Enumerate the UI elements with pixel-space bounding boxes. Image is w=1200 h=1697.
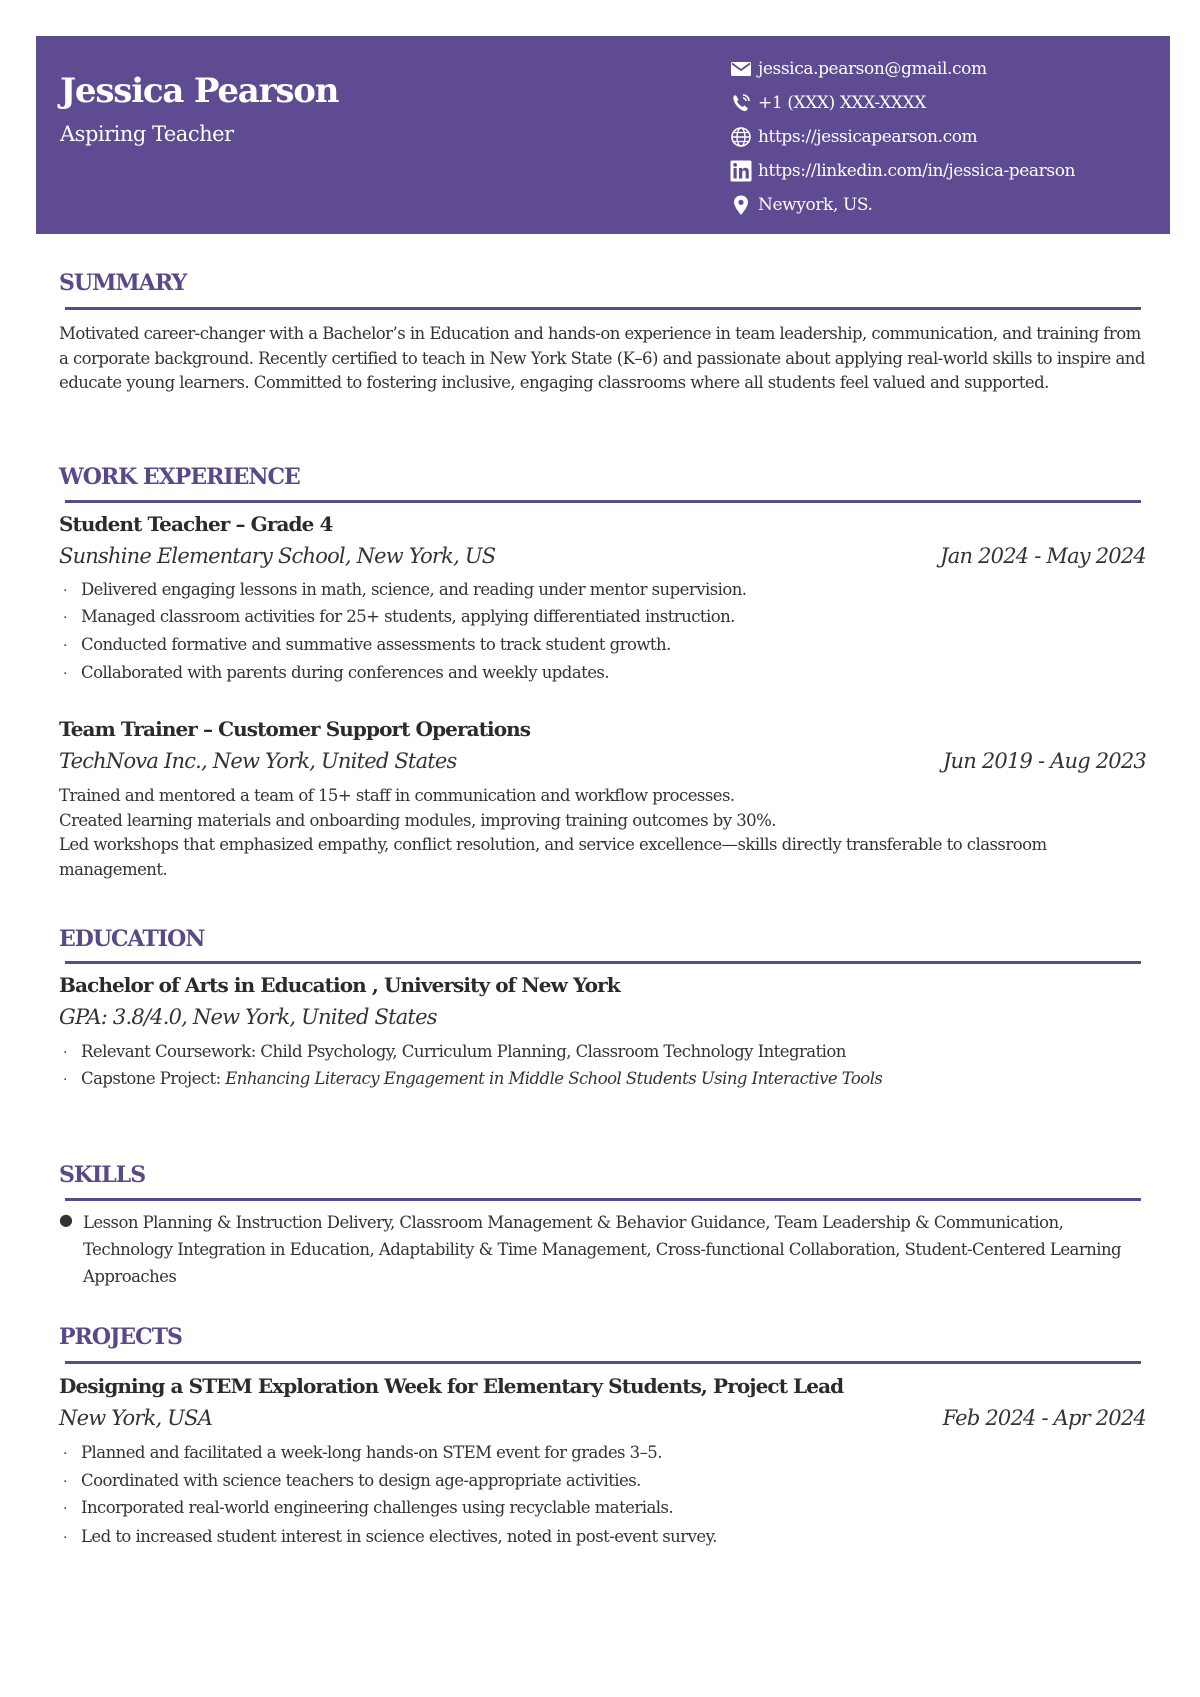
skills-divider — [65, 1198, 1141, 1201]
contact-location — [730, 188, 1075, 222]
projects-divider — [65, 1361, 1141, 1364]
project-title: Designing a STEM Exploration Week for Elementary Students, Project Lead — [59, 1374, 844, 1398]
work-experience-heading: WORK EXPERIENCE — [59, 464, 300, 490]
job-title: Team Trainer – Customer Support Operations — [59, 717, 531, 741]
job-organization: Sunshine Elementary School, New York, US — [59, 544, 496, 568]
project-bullets — [63, 1443, 717, 1554]
project-location: New York, USA — [59, 1406, 213, 1430]
mail-icon — [730, 58, 752, 80]
contact-list — [730, 52, 1075, 222]
location-text: Newyork, US. — [758, 195, 873, 215]
resume-header — [36, 36, 1170, 234]
contact-email[interactable] — [730, 52, 1075, 86]
bullet-icon: ● — [59, 1210, 73, 1229]
contact-phone[interactable] — [730, 86, 1075, 120]
skills-text: Lesson Planning & Instruction Delivery, Classroom Management & Behavior Guidance, Team Leadership & Communication, Technology Integration in Education, Adaptability & Time Management, Cross-functional Collaboration, Student-Centered Learning Approaches — [83, 1213, 1122, 1286]
list-item: · Led to increased student interest in science electives, noted in post-event survey. — [63, 1527, 717, 1546]
job-organization: TechNova Inc., New York, United States — [59, 749, 457, 773]
candidate-title: Aspiring Teacher — [60, 122, 234, 146]
job-dates: Jun 2019 - Aug 2023 — [942, 749, 1146, 773]
job-description-line: Created learning materials and onboarding modules, improving training outcomes by 30%. — [59, 810, 776, 830]
degree-title: Bachelor of Arts in Education , University of New York — [59, 973, 620, 997]
linkedin-text: https://linkedin.com/in/jessica-pearson — [758, 161, 1076, 181]
education-details: GPA: 3.8/4.0, New York, United States — [59, 1005, 437, 1029]
capstone-title: Enhancing Literacy Engagement in Middle School Students Using Interactive Tools — [225, 1069, 883, 1088]
skills-heading: SKILLS — [59, 1162, 146, 1188]
candidate-name: Jessica Pearson — [60, 71, 339, 111]
education-bullets — [63, 1042, 882, 1096]
projects-heading: PROJECTS — [59, 1324, 182, 1350]
job-dates: Jan 2024 - May 2024 — [940, 544, 1146, 568]
globe-icon — [730, 126, 752, 148]
email-text: jessica.pearson@gmail.com — [758, 59, 987, 79]
list-item: · Planned and facilitated a week-long hands-on STEM event for grades 3–5. — [63, 1443, 662, 1462]
summary-divider — [65, 307, 1141, 310]
education-heading: EDUCATION — [59, 926, 205, 952]
work-experience-divider — [65, 500, 1141, 503]
skills-list — [59, 1209, 1149, 1290]
list-item: · Incorporated real-world engineering challenges using recyclable materials. — [63, 1498, 674, 1517]
education-divider — [65, 961, 1141, 964]
list-item: · Delivered engaging lessons in math, science, and reading under mentor supervision. — [63, 580, 747, 599]
contact-linkedin[interactable] — [730, 154, 1075, 188]
list-item: · Relevant Coursework: Child Psychology, Curriculum Planning, Classroom Technology Integration — [63, 1042, 846, 1061]
job-description-line: Trained and mentored a team of 15+ staff in communication and workflow processes. — [59, 786, 735, 805]
summary-heading: SUMMARY — [59, 270, 187, 296]
list-item: · Capstone Project: Enhancing Literacy Engagement in Middle School Students Using Interactive Tools — [63, 1069, 883, 1088]
job-description-line: Led workshops that emphasized empathy, conflict resolution, and service excellence—skills directly transferable to classroom management. — [59, 835, 1047, 879]
list-item: · Managed classroom activities for 25+ students, applying differentiated instruction. — [63, 607, 735, 626]
phone-text: +1 (XXX) XXX-XXXX — [758, 93, 926, 113]
linkedin-icon — [730, 160, 752, 182]
website-text: https://jessicapearson.com — [758, 127, 978, 147]
list-item: · Collaborated with parents during conferences and weekly updates. — [63, 663, 610, 682]
project-dates: Feb 2024 - Apr 2024 — [942, 1406, 1146, 1430]
phone-icon — [730, 92, 752, 114]
job-description — [59, 784, 1149, 882]
contact-website[interactable] — [730, 120, 1075, 154]
location-pin-icon — [730, 194, 752, 216]
job-bullets — [63, 580, 747, 690]
job-title: Student Teacher – Grade 4 — [59, 512, 333, 536]
summary-text: Motivated career-changer with a Bachelor’s in Education and hands-on experience in team leadership, communication, and training from a corporate background. Recently certified to teach in New York State (K–6) and passionate about applying real-world skills to inspire and educate young learners. Committed to fostering inclusive, engaging classrooms where all students feel valued and supported. — [59, 324, 1145, 392]
list-item: · Coordinated with science teachers to design age-appropriate activities. — [63, 1471, 641, 1490]
list-item: · Conducted formative and summative assessments to track student growth. — [63, 635, 671, 654]
